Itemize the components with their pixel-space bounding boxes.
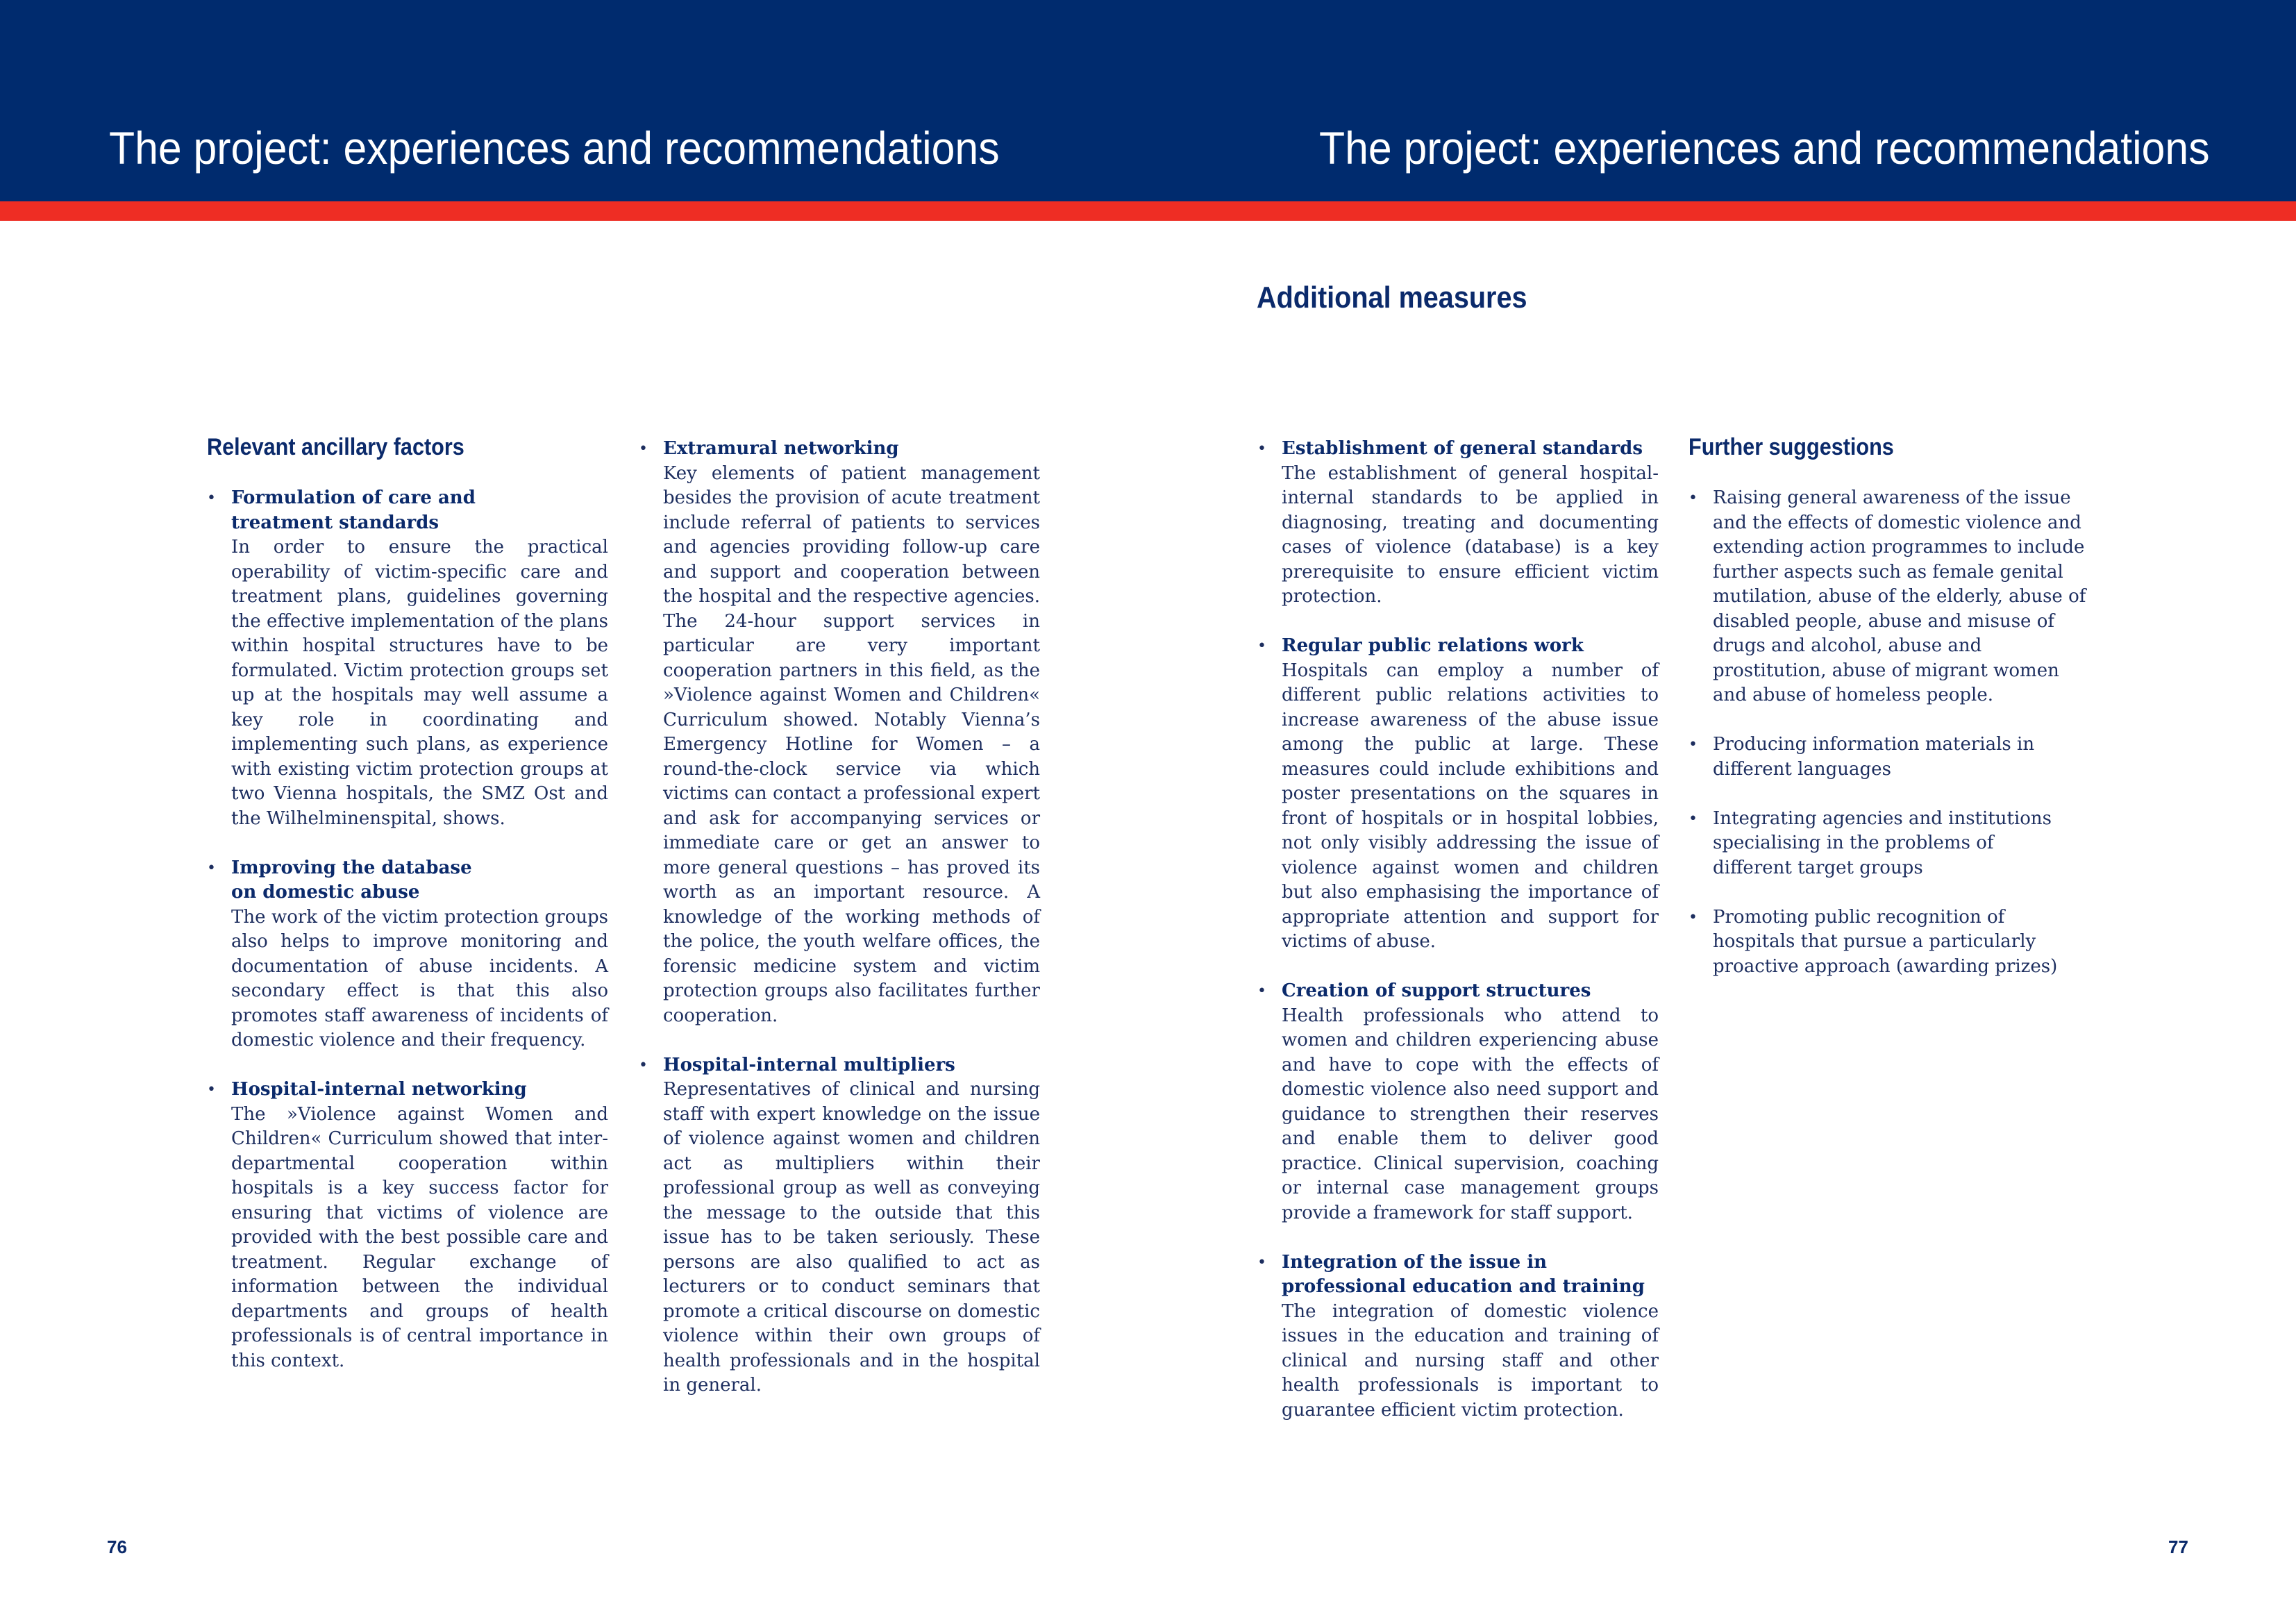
page-title-right: The project: experiences and recommendations — [1319, 122, 2210, 174]
section-heading-additional-measures: Additional measures — [1257, 281, 1527, 315]
item-title: Establishment of general standards — [1282, 438, 1643, 459]
suggestion-text: Producing information materials in different languages — [1713, 734, 2035, 780]
list-item — [1257, 437, 1659, 610]
item-body: The work of the victim protection groups also helps to improve monitoring and documentation of abuse incidents. A secondary effect is that this also promotes staff awareness of incidents of domestic violence and their frequency. — [231, 906, 608, 1050]
bullet-glyph: • — [1257, 440, 1266, 458]
item-body: The »Violence against Women and Children« Curriculum showed that inter-departmental cooperation within hospitals is a key success factor for ensuring that victims of violence are provided with the best possible care and treatment. Regular exchange of information between the individual departments and groups of health professionals is of central importance in this context. — [231, 1103, 608, 1371]
networking-list — [639, 437, 1040, 1398]
ancillary-factors-list — [207, 486, 608, 1373]
list-item — [1689, 733, 2090, 782]
column-additional-measures — [1257, 437, 1659, 1448]
suggestion-text: Promoting public recognition of hospitals that pursue a particularly proactive approach (awarding prizes) — [1713, 906, 2058, 977]
bullet-glyph: • — [1257, 982, 1266, 1000]
bullet-glyph: • — [639, 440, 648, 458]
additional-measures-list — [1257, 437, 1659, 1423]
list-item — [1257, 979, 1659, 1225]
list-item — [1257, 1250, 1659, 1423]
item-title: Hospital-internal multipliers — [663, 1054, 955, 1075]
item-title: Integration of the issue in professional education and training — [1282, 1251, 1645, 1297]
list-item — [1689, 807, 2090, 881]
item-body: The establishment of general hospital-internal standards to be applied in diagnosing, treating and documenting cases of violence (database) is a key prerequisite to ensure efficient victim protection. — [1282, 462, 1659, 607]
list-item — [207, 486, 608, 831]
list-item — [1689, 905, 2090, 980]
column-networking — [639, 437, 1040, 1423]
item-body: Hospitals can employ a number of different public relations activities to increase awareness of the abuse issue among the public at large. These measures could include exhibitions and poster presentations on the squares in front of hospitals or in hospital lobbies, not only visibly addressing the issue of violence against women and children but also emphasising the importance of appropriate attention and support for victims of abuse. — [1282, 660, 1659, 952]
suggestion-text: Integrating agencies and institutions specialising in the problems of different target groups — [1713, 807, 2052, 878]
column-further-suggestions — [1689, 486, 2090, 1004]
list-item — [639, 1053, 1040, 1398]
list-item — [207, 856, 608, 1053]
bullet-glyph: • — [1257, 1253, 1266, 1271]
page-number-right: 77 — [2168, 1537, 2188, 1557]
item-title: Regular public relations work — [1282, 635, 1584, 656]
item-body: Health professionals who attend to women and children experiencing abuse and have to cope with the effects of domestic violence also need support and guidance to strengthen their reserves and enable them to deliver good practice. Clinical supervision, coaching or internal case management groups provide a framework for staff support. — [1282, 1005, 1659, 1223]
item-title: Formulation of care and treatment standards — [231, 487, 476, 533]
page-title-left: The project: experiences and recommendations — [109, 122, 1000, 174]
list-item — [639, 437, 1040, 1028]
page-number-left: 76 — [107, 1537, 127, 1557]
list-item — [1689, 486, 2090, 708]
bullet-glyph: • — [1689, 489, 1698, 507]
bullet-glyph: • — [207, 489, 216, 507]
bullet-glyph: • — [1689, 810, 1698, 828]
item-title: Improving the database on domestic abuse — [231, 857, 472, 903]
column-ancillary-factors — [207, 486, 608, 1398]
item-title: Creation of support structures — [1282, 980, 1591, 1001]
item-body: Representatives of clinical and nursing staff with expert knowledge on the issue of violence against women and children act as multipliers within their professional group as well as conveying the message to the outside that this issue has to be taken seriously. These persons are also qualified to act as lecturers or to conduct seminars that promote a critical discourse on domestic violence within their own groups of health professionals and in the hospital in general. — [663, 1079, 1040, 1396]
bullet-glyph: • — [639, 1056, 648, 1074]
section-heading-further-suggestions: Further suggestions — [1689, 434, 1894, 460]
further-suggestions-list — [1689, 486, 2090, 979]
list-item — [1257, 634, 1659, 955]
header-red-stripe — [0, 201, 2296, 221]
item-body: In order to ensure the practical operability of victim-specific care and treatment plans, guidelines governing the effective implementation of the plans within hospital structures have to be formulated. Victim protection groups set up at the hospitals may well assume a key role in coordinating and implementing such plans, as experience with existing victim protection groups at two Vienna hospitals, the SMZ Ost and the Wilhelminenspital, shows. — [231, 537, 608, 829]
list-item — [207, 1078, 608, 1373]
item-body: Key elements of patient management besides the provision of acute treatment include referral of patients to services and agencies providing follow-up care and support and cooperation between the hospital and the respective agencies. The 24-hour support services in particular are very important cooperation partners in this field, as the »Violence against Women and Children« Curriculum showed. Notably Vienna’s Emergency Hotline for Women – a round-the-clock service via which victims can contact a professional expert and ask for accompanying services or immediate care or get an answer to more general questions – has proved its worth as an important resource. A knowledge of the working methods of the police, the youth welfare offices, the forensic medicine system and victim protection groups also facilitates further cooperation. — [663, 462, 1040, 1026]
bullet-glyph: • — [1689, 736, 1698, 753]
suggestion-text: Raising general awareness of the issue and the effects of domestic violence and extending action programmes to include further aspects such as female genital mutilation, abuse of the elderly, abuse of disabled people, abuse and misuse of drugs and alcohol, abuse and prostitution, abuse of migrant women and abuse of homeless people. — [1713, 487, 2086, 705]
item-title: Hospital-internal networking — [231, 1079, 527, 1100]
bullet-glyph: • — [1689, 908, 1698, 926]
bullet-glyph: • — [1257, 637, 1266, 655]
item-body: The integration of domestic violence issues in the education and training of clinical and nursing staff and other health professionals is important to guarantee efficient victim protection. — [1282, 1300, 1659, 1421]
item-title: Extramural networking — [663, 438, 899, 459]
bullet-glyph: • — [207, 1081, 216, 1098]
section-heading-ancillary-factors: Relevant ancillary factors — [207, 434, 464, 460]
bullet-glyph: • — [207, 859, 216, 877]
